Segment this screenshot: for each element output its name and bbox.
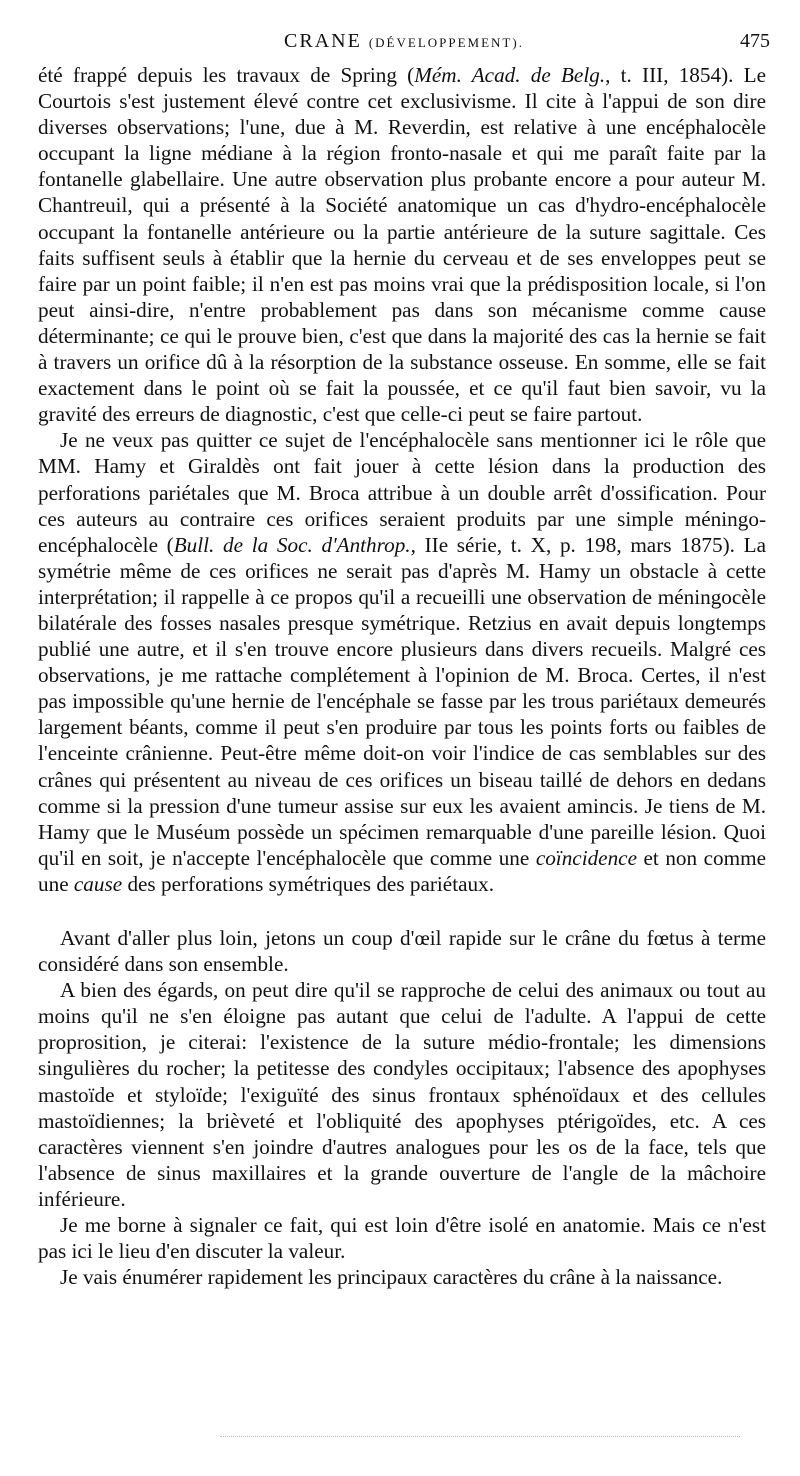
italic-text: cause (73, 871, 123, 896)
paragraph (38, 977, 766, 1212)
text-run: A bien des égards, on peut dire qu'il se rapproche de celui des animaux ou tout au moins qu'il ne s'en éloigne pas autant que celui de l'adulte. A l'appui de cette proprosition, je citerai: l'existence de la suture médio-frontale; les dimensions singulières du rocher; la petitesse des condyles occipitaux; l'absence des apophyses mastoïde et styloïde; l'exiguïté des sinus frontaux sphénoïdaux et des cellules mastoïdiennes; la brièveté et l'obliquité des apophyses ptérigoïdes, etc. A ces caractères viennent s'en joindre d'autres analogues pour les os de la face, tels que l'absence de sinus maxillaires et la grande ouverture de l'angle de la mâchoire inférieure. (38, 978, 766, 1211)
text-run: des perforations symétriques des pariétaux. (122, 871, 494, 896)
italic-text: Mém. Acad. de Belg. (414, 63, 606, 87)
text-run: , t. III, 1854). Le Courtois s'est justement élevé contre cet exclusivisme. Il cite à l'appui de son dire diverses observations; l'une, due à M. Reverdin, est relative à une encéphalocèle occupant la ligne médiane à la région fronto-nasale et qui me paraît faite par la fontanelle glabellaire. Une autre observation plus probante encore a pour auteur M. Chantreuil, qui a présenté à la Société anatomique un cas d'hydro-encéphalocèle occupant la fontanelle antérieure ou la partie antérieure de la suture sagittale. Ces faits suffisent seuls à établir que la hernie du cerveau et de ses enveloppes peut se faire par un point faible; il n'en est pas moins vrai que la prédisposition locale, si l'on peut ainsi-dire, n'entre probablement pas dans son mécanisme comme cause déterminante; ce qui le prouve bien, c'est que dans la majorité des cas la hernie se fait à travers un orifice dû à la résorption de la substance osseuse. En somme, elle se fait exactement dans le point où se fait la poussée, et ce qu'il faut bien savoir, vu la gravité des erreurs de diagnostic, c'est que celle-ci peut se faire partout. (38, 63, 766, 427)
text-run: et non comme une (38, 845, 766, 896)
text-run: Avant d'aller plus loin, jetons un coup d'œil rapide sur le crâne du fœtus à terme considéré dans son ensemble. (38, 926, 766, 977)
paragraph (38, 925, 766, 977)
running-title-main: CRANE (284, 30, 362, 52)
text-run: Je vais énumérer rapidement les principaux caractères du crâne à la naissance. (60, 1265, 723, 1290)
page-header (38, 30, 770, 56)
text-run: Je me borne à signaler ce fait, qui est loin d'être isolé en anatomie. Mais ce n'est pas ici le lieu d'en discuter la valeur. (38, 1213, 766, 1264)
page-number: 475 (740, 30, 770, 52)
body-text (38, 62, 766, 1290)
text-run: Je ne veux pas quitter ce sujet de l'encéphalocèle sans mentionner ici le rôle que MM. Hamy et Giraldès ont fait jouer à cette lésion dans la production des perforations pariétales que M. Broca attribue à un double arrêt d'ossification. Pour ces auteurs au contraire ces orifices seraient produits par une simple méningo-encéphalocèle ( (38, 428, 766, 557)
paragraph (38, 427, 766, 897)
bottom-scan-marks (220, 1436, 740, 1441)
text-run: été frappé depuis les travaux de Spring ( (38, 63, 415, 87)
running-title (38, 30, 770, 53)
paragraph (38, 1212, 766, 1264)
running-title-sub: (DÉVELOPPEMENT). (368, 35, 524, 50)
italic-text: coïncidence (535, 845, 637, 870)
paragraph (38, 62, 766, 427)
paragraph (38, 1264, 766, 1290)
italic-text: Bull. de la Soc. d'Anthrop. (173, 532, 411, 557)
section-break (38, 897, 766, 925)
text-run: , IIe série, t. X, p. 198, mars 1875). La symétrie même de ces orifices ne serait pas d'après M. Hamy un obstacle à cette interprétation; il rappelle à ce propos qu'il a recueilli une observation de méningocèle bilatérale des fosses nasales presque symétrique. Retzius en avait depuis longtemps publié une autre, et il s'en trouve encore plusieurs dans divers recueils. Malgré ces observations, je me rattache complétement à l'opinion de M. Broca. Certes, il n'est pas impossible qu'une hernie de l'encéphale se fasse par les trous pariétaux demeurés largement béants, comme il peut s'en produire par tous les points forts ou faibles de l'enceinte crânienne. Peut-être même doit-on voir l'indice de cas semblables sur des crânes qui présentent au niveau de ces orifices un biseau taillé de dehors en dedans comme si la pression d'une tumeur assise sur eux les avaient amincis. Je tiens de M. Hamy que le Muséum possède un spécimen remarquable d'une pareille lésion. Quoi qu'il en soit, je n'accepte l'encéphalocèle que comme une (38, 532, 766, 870)
